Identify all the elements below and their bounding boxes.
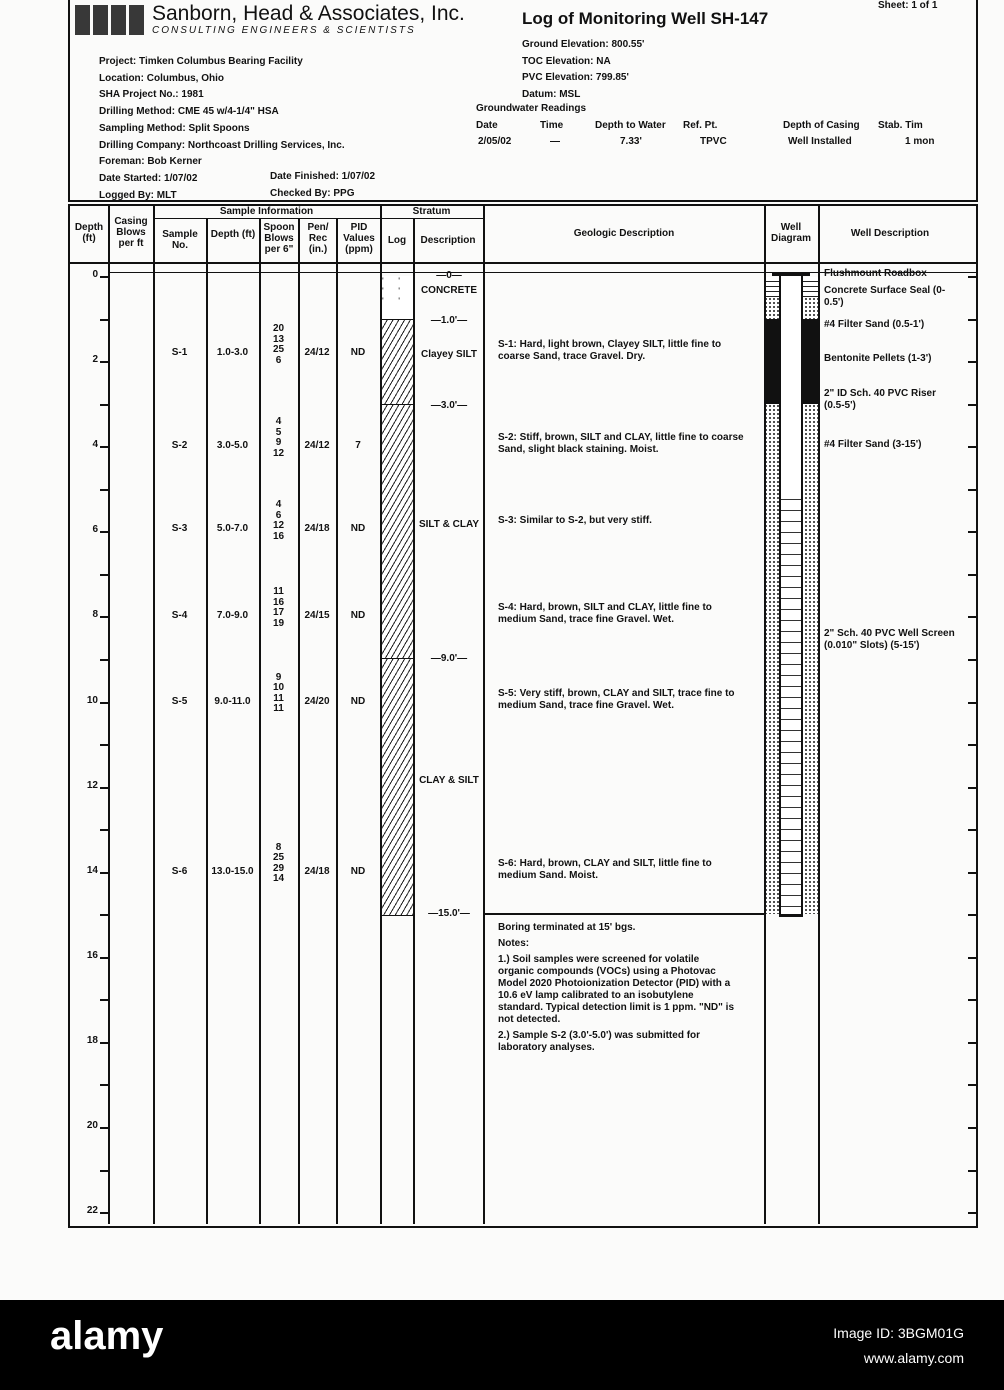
depth-tick: [100, 616, 108, 618]
th-geologic: Geologic Description: [573, 228, 675, 239]
gw-col-header: Depth of Casing: [783, 120, 860, 131]
right-fields: [522, 37, 644, 104]
gw-col-header: Date: [476, 120, 498, 131]
groundwater-title: Groundwater Readings: [476, 103, 587, 114]
left-field: Project: Timken Columbus Bearing Facility: [99, 56, 303, 67]
pen-rec: 24/12: [304, 440, 330, 452]
gw-col-header: Time: [540, 120, 564, 131]
column-line: [413, 218, 415, 1224]
gw-col-header: Ref. Pt.: [683, 120, 718, 131]
sha-logo: [75, 5, 147, 35]
depth-label: 0: [92, 269, 98, 280]
depth-tick: [100, 489, 108, 491]
depth-tick: [100, 574, 108, 576]
right-tick: [968, 404, 978, 406]
sample-no: S-2: [171, 440, 188, 452]
company-tagline: CONSULTING ENGINEERS & SCIENTISTS: [152, 25, 416, 36]
th-sample-no: Sample No.: [162, 229, 198, 251]
th-well-description: Well Description: [850, 228, 930, 239]
well-description-item: 2" Sch. 40 PVC Well Screen (0.010" Slots) (5-15'): [824, 628, 955, 651]
gw-col-header: Depth to Water: [595, 120, 666, 131]
note-text: Notes:: [498, 938, 530, 949]
log-silt-clay: [382, 404, 413, 659]
image-id: Image ID: 3BGM01G: [833, 1325, 964, 1341]
right-tick: [968, 872, 978, 874]
sample-depth: 7.0-9.0: [216, 610, 249, 622]
depth-label: 6: [92, 524, 98, 536]
sample-depth: 1.0-3.0: [216, 347, 249, 359]
depth-tick: [100, 1084, 108, 1086]
depth-label: 16: [86, 949, 98, 961]
stratum-label: —1.0'—: [430, 314, 468, 326]
right-tick: [968, 1084, 978, 1086]
gw-cell: 2/05/02: [478, 136, 512, 147]
alamy-logo: alamy: [50, 1314, 164, 1358]
stratum-label: —3.0'—: [430, 399, 468, 411]
left-field: Drilling Company: Northcoast Drilling Services, Inc.: [99, 139, 345, 151]
left-field: Sampling Method: Split Spoons: [99, 122, 250, 134]
right-field: Ground Elevation: 800.55': [522, 39, 645, 50]
header-bottom-line: [68, 262, 978, 264]
left-field: Location: Columbus, Ohio: [99, 72, 224, 84]
geologic-description: S-1: Hard, light brown, Clayey SILT, little fine to coarse Sand, trace Gravel. Dry.: [498, 339, 722, 363]
well-description-item: #4 Filter Sand (0.5-1'): [824, 319, 925, 330]
right-tick: [968, 957, 978, 959]
geologic-description: S-5: Very stiff, brown, CLAY and SILT, trace fine to medium Sand, trace fine Gravel. Wet.: [498, 687, 735, 711]
sample-no: S-4: [171, 610, 188, 622]
date-finished: Date Finished: 1/07/02: [270, 171, 376, 182]
well-description-item: 2" ID Sch. 40 PVC Riser (0.5-5'): [824, 388, 937, 411]
geologic-description: S-4: Hard, brown, SILT and CLAY, little fine to medium Sand, trace fine Gravel. Wet.: [498, 602, 712, 626]
left-field: SHA Project No.: 1981: [99, 89, 204, 101]
note-text: 1.) Soil samples were screened for volatile organic compounds (VOCs) using a Photovac Model 2020 Photoionization Detector (PID) with a 10.6 eV lamp calibrated to an isobutylene standard. Typical detection limit is 1 ppm. "ND" is not detected.: [498, 954, 735, 1025]
right-tick: [968, 574, 978, 576]
depth-label: 4: [92, 439, 98, 451]
right-tick: [968, 361, 978, 363]
right-tick: [968, 616, 978, 618]
th-spoon: Spoon Blows per 6": [263, 222, 295, 255]
log-concrete: ' ' ' ' ' ': [382, 276, 413, 319]
right-tick: [968, 914, 978, 916]
depth-tick: [100, 1127, 108, 1129]
depth-tick: [100, 531, 108, 533]
column-line: [380, 204, 382, 1224]
right-tick: [968, 1042, 978, 1044]
stratum-label: SILT & CLAY: [418, 519, 479, 531]
depth-tick: [100, 702, 108, 704]
well-description-item: Concrete Surface Seal (0-0.5'): [824, 285, 946, 308]
geologic-description: S-2: Stiff, brown, SILT and CLAY, little fine to coarse Sand, slight black staining. Moist.: [498, 432, 744, 456]
th-well-diagram: Well Diagram: [770, 222, 811, 244]
sample-depth: 3.0-5.0: [216, 440, 249, 452]
depth-label: 2: [92, 354, 98, 366]
depth-tick: [100, 276, 108, 278]
depth-tick: [100, 319, 108, 321]
spoon-blows: 9 10 11 11: [272, 671, 285, 714]
sample-depth: 5.0-7.0: [216, 523, 249, 535]
column-line: [298, 218, 300, 1224]
pen-rec: 24/15: [304, 610, 330, 622]
right-tick: [968, 276, 978, 278]
page-title: Log of Monitoring Well SH-147: [522, 9, 769, 28]
column-line: [336, 218, 338, 1224]
stratum-label: CLAY & SILT: [419, 774, 479, 786]
stratum-label: —0—: [436, 270, 462, 281]
pid-value: ND: [350, 610, 366, 622]
stratum-label: —9.0'—: [430, 652, 468, 664]
th-penrec: Pen/ Rec (in.): [307, 222, 329, 255]
left-field: Logged By: MLT: [99, 189, 177, 201]
gw-cell: 7.33': [620, 136, 642, 147]
sample-info-divider: [153, 218, 380, 219]
th-casing: Casing Blows per ft: [114, 216, 148, 249]
well-description-item: #4 Filter Sand (3-15'): [824, 439, 922, 450]
note-text: Boring terminated at 15' bgs.: [498, 922, 636, 933]
depth-tick: [100, 446, 108, 448]
spoon-blows: 11 16 17 19: [272, 586, 285, 629]
right-tick: [968, 1212, 978, 1214]
column-line: [764, 204, 766, 1224]
sample-depth: 9.0-11.0: [214, 695, 251, 707]
watermark-footer: [0, 1300, 1004, 1390]
well-diagram: [764, 272, 818, 917]
depth-tick: [100, 744, 108, 746]
depth-label: 22: [86, 1205, 98, 1217]
right-tick: [968, 446, 978, 448]
pen-rec: 24/18: [304, 523, 330, 535]
pid-value: 7: [355, 440, 361, 452]
stratum-label: Clayey SILT: [421, 349, 477, 361]
pen-rec: 24/18: [304, 865, 330, 877]
right-tick: [968, 659, 978, 661]
th-log: Log: [387, 235, 407, 246]
log-clay-silt: [382, 658, 413, 916]
depth-tick: [100, 914, 108, 916]
th-description: Description: [420, 235, 476, 246]
right-field: TOC Elevation: NA: [522, 55, 611, 67]
depth-tick: [100, 361, 108, 363]
notes: [498, 922, 738, 1058]
sample-depth: 13.0-15.0: [211, 865, 254, 877]
sample-no: S-6: [171, 865, 188, 877]
well-description-item: Flushmount Roadbox: [824, 268, 927, 279]
left-field: Date Started: 1/07/02: [99, 172, 198, 184]
depth-tick: [100, 829, 108, 831]
th-pid: PID Values (ppm): [343, 222, 375, 255]
spoon-blows: 4 5 9 12: [272, 416, 285, 459]
spoon-blows: 4 6 12 16: [272, 499, 285, 542]
pen-rec: 24/20: [304, 695, 330, 707]
pid-value: ND: [350, 695, 366, 707]
depth-label: 12: [86, 779, 98, 791]
depth-tick: [100, 999, 108, 1001]
checked-by: Checked By: PPG: [270, 188, 355, 199]
right-tick: [968, 531, 978, 533]
depth-tick: [100, 872, 108, 874]
gw-cell: TPVC: [700, 136, 727, 147]
right-tick: [968, 489, 978, 491]
pid-value: ND: [350, 347, 366, 359]
note-text: 2.) Sample S-2 (3.0'-5.0') was submitted for laboratory analyses.: [498, 1030, 701, 1053]
depth-label: 14: [86, 864, 98, 876]
right-tick: [968, 1127, 978, 1129]
depth-label: 20: [86, 1120, 98, 1131]
pvc-screen: [779, 489, 803, 917]
depth-tick: [100, 1170, 108, 1172]
sample-no: S-3: [171, 523, 188, 535]
pvc-riser: [779, 276, 803, 489]
right-tick: [968, 999, 978, 1001]
spoon-blows: 8 25 29 14: [272, 841, 285, 885]
depth-label: 8: [92, 609, 98, 621]
stratum-divider: [380, 218, 483, 219]
column-line: [818, 204, 820, 1224]
spoon-blows: 20 13 25 6: [272, 323, 285, 366]
depth-label: 18: [86, 1034, 98, 1046]
right-field: PVC Elevation: 799.85': [522, 72, 629, 84]
right-tick: [968, 787, 978, 789]
right-tick: [968, 319, 978, 321]
pen-rec: 24/12: [304, 347, 330, 359]
depth-tick: [100, 659, 108, 661]
stratum-label: CONCRETE: [420, 285, 478, 297]
gw-cell: 1 mon: [905, 136, 935, 147]
th-depth: Depth (ft): [74, 222, 104, 244]
th-sample-info: Sample Information: [219, 206, 314, 217]
left-field: Drilling Method: CME 45 w/4-1/4" HSA: [99, 106, 279, 118]
column-line: [206, 218, 208, 1224]
gw-cell: —: [550, 136, 560, 147]
th-stratum: Stratum: [412, 206, 451, 217]
gw-cell: Well Installed: [788, 136, 852, 147]
right-tick: [968, 829, 978, 831]
right-tick: [968, 702, 978, 704]
geologic-description: S-3: Similar to S-2, but very stiff.: [498, 515, 652, 527]
sheet-number: Sheet: 1 of 1: [878, 0, 938, 11]
stratum-label: —15.0'—: [428, 908, 470, 920]
column-line: [259, 218, 261, 1224]
column-line: [108, 204, 110, 1224]
company-name: Sanborn, Head & Associates, Inc.: [152, 2, 465, 25]
boring-end-line: [483, 913, 764, 915]
depth-tick: [100, 1042, 108, 1044]
th-sample-depth: Depth (ft): [210, 229, 256, 240]
sample-no: S-1: [171, 347, 188, 359]
geologic-description: S-6: Hard, brown, CLAY and SILT, little fine to medium Sand. Moist.: [498, 857, 712, 881]
right-tick: [968, 1170, 978, 1172]
pid-value: ND: [350, 865, 366, 877]
pid-value: ND: [350, 523, 366, 535]
right-tick: [968, 744, 978, 746]
alamy-url: www.alamy.com: [863, 1350, 964, 1366]
gw-col-header: Stab. Tim: [878, 120, 923, 131]
sample-no: S-5: [171, 695, 188, 707]
right-field: Datum: MSL: [522, 89, 581, 101]
depth-tick: [100, 957, 108, 959]
depth-tick: [100, 787, 108, 789]
depth-tick: [100, 1212, 108, 1214]
depth-tick: [100, 404, 108, 406]
left-field: Foreman: Bob Kerner: [99, 156, 202, 168]
log-clayey-silt: [382, 319, 413, 405]
well-description-item: Bentonite Pellets (1-3'): [824, 353, 932, 364]
depth-label: 10: [86, 694, 98, 706]
